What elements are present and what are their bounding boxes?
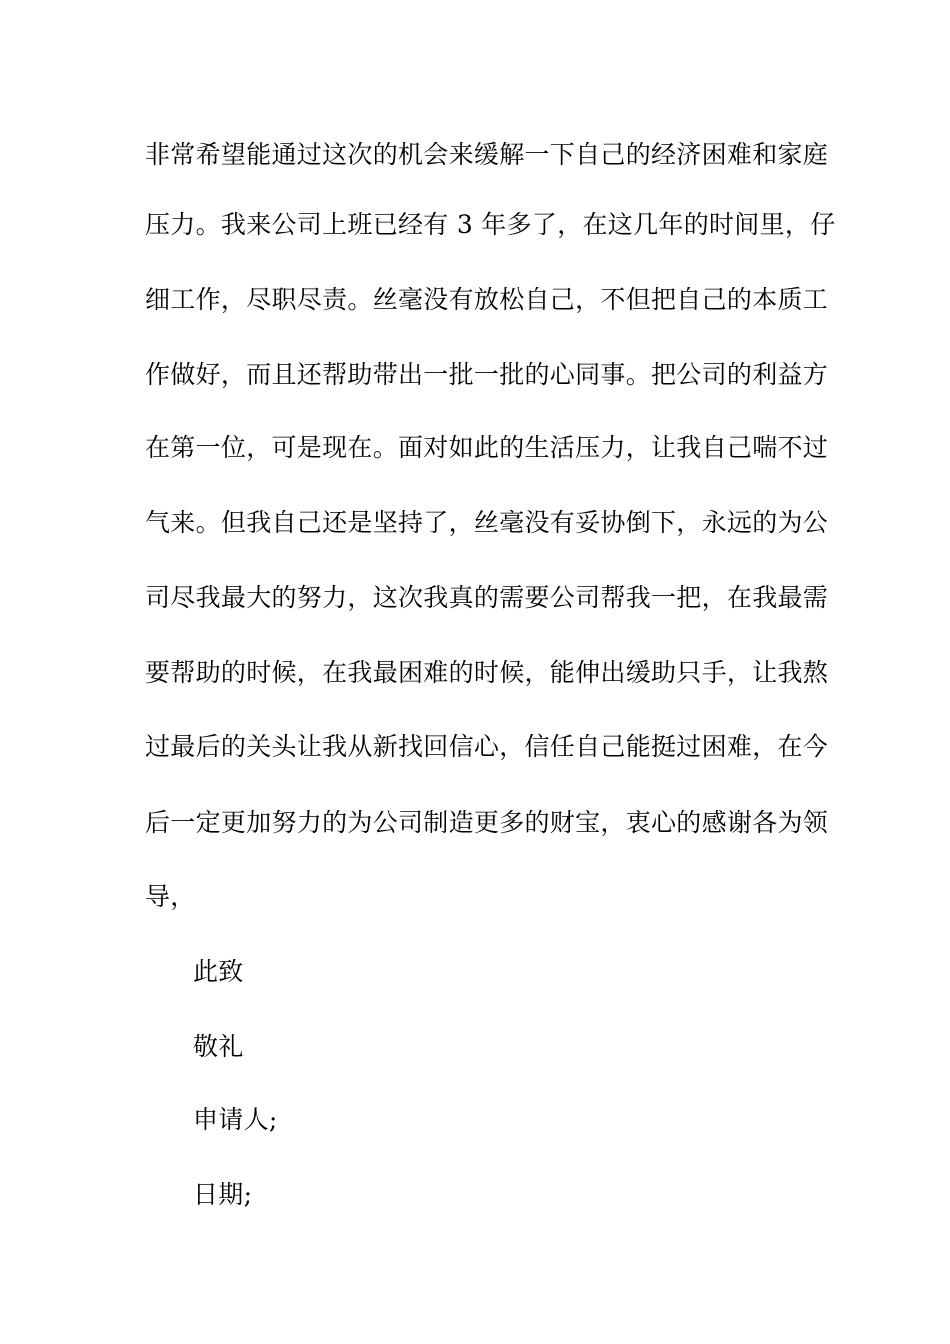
body-line-6: 气来。但我自己还是坚持了，丝毫没有妥协倒下，永远的为公	[145, 508, 829, 537]
body-line-5: 在第一位，可是现在。面对如此的生活压力，让我自己喘不过	[145, 433, 829, 462]
body-line-2: 压力。我来公司上班已经有 3 年多了，在这几年的时间里，仔	[145, 210, 836, 239]
body-line-4: 作做好，而且还帮助带出一批一批的心同事。把公司的利益方	[145, 360, 829, 389]
body-line-8: 要帮助的时候，在我最困难的时候，能伸出缓助只手，让我熬	[145, 658, 829, 687]
closing-salutation-2: 敬礼	[193, 1032, 244, 1061]
body-line-11: 导，	[145, 882, 196, 911]
body-line-3: 细工作，尽职尽责。丝毫没有放松自己，不但把自己的本质工	[145, 285, 829, 314]
closing-salutation-1: 此致	[193, 957, 244, 986]
applicant-label: 申请人;	[193, 1105, 278, 1134]
body-line-7: 司尽我最大的努力，这次我真的需要公司帮我一把，在我最需	[145, 583, 829, 612]
body-line-10: 后一定更加努力的为公司制造更多的财宝，衷心的感谢各为领	[145, 808, 829, 837]
body-line-9: 过最后的关头让我从新找回信心，信任自己能挺过困难，在今	[145, 732, 829, 761]
date-label: 日期;	[193, 1180, 253, 1209]
body-line-1: 非常希望能通过这次的机会来缓解一下自己的经济困难和家庭	[145, 140, 829, 169]
